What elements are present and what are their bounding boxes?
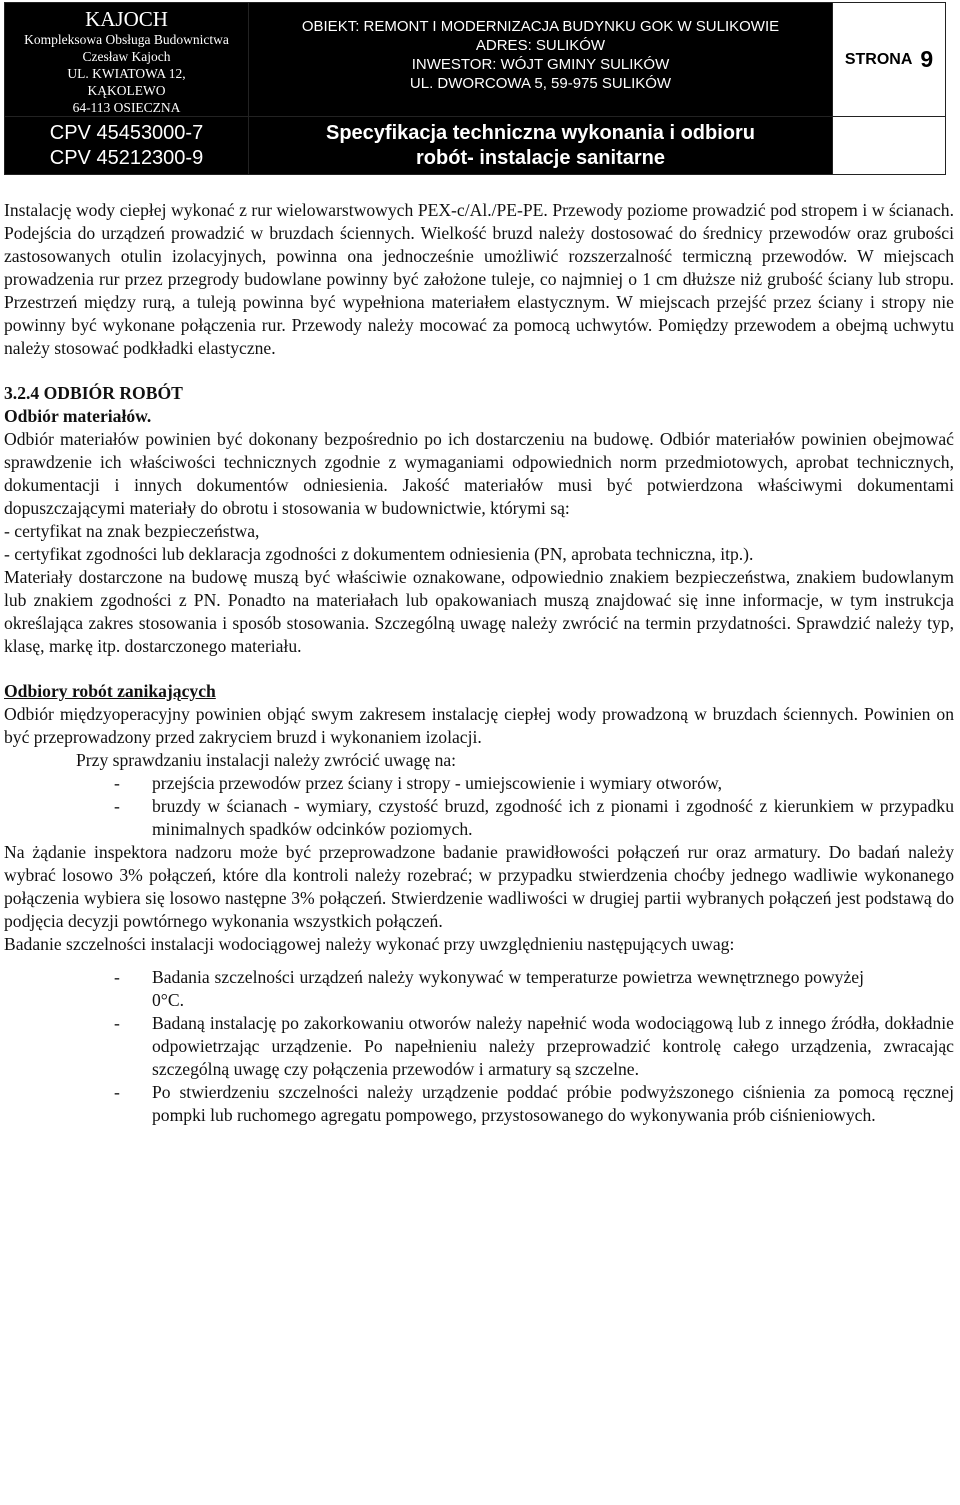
- document-title: Specyfikacja techniczna wykonania i odbioru: [325, 122, 755, 144]
- paragraph-check-intro: Przy sprawdzaniu instalacji należy zwrócić uwagę na:: [76, 750, 457, 770]
- paragraph-tightness-intro: Badanie szczelności instalacji wodociągowej należy wykonać przy uwzględnieniu następujących uwag:: [4, 934, 735, 954]
- section-heading: 3.2.4 ODBIÓR ROBÓT: [4, 383, 183, 403]
- company-block: [5, 3, 249, 117]
- object-investor-address: UL. DWORCOWA 5, 59-975 SULIKÓW: [409, 75, 672, 92]
- company-street: UL. KWIATOWA 12,: [67, 66, 186, 81]
- company-postcode: 64-113 OSIECZNA: [72, 100, 181, 115]
- spacer: [4, 360, 954, 382]
- list-item: - certyfikat zgodności lub deklaracja zgodności z dokumentem odniesienia (PN, aprobata techniczna, itp.).: [4, 544, 754, 564]
- paragraph-inspection: Na żądanie inspektora nadzoru może być przeprowadzone badanie prawidłowości połączeń rur oraz armatury. Do badań należy wybrać losowo 3% połączeń, które dla kontroli należy rozebrać; w przypadku stwierdzenia choćby jednego wadliwie wykonanego połączenia wybiera się losowo następne 3% połączeń. Stwierdzenie wadliwości w drugiej partii wybranych połączeń jest podstawą do podjęcia decyzji powtórnego wykonania wszystkich połączeń.: [4, 842, 954, 931]
- paragraph-hot-water: Instalację wody ciepłej wykonać z rur wielowarstwowych PEX-c/Al./PE-PE. Przewody poziome prowadzić pod stropem i w ścianach. Podejścia do urządzeń prowadzić w bruzdach ściennych. Wielkość bruzd należy dostosować do średnicy przewodów oraz grubości zastosowanych otulin izolacyjnych, powinna ona jednocześnie umożliwić rozszerzalność termiczną przewodów. W miejscach prowadzenia rur przez przegrody budowlane powinny być założone tuleje, co najmniej o 1 cm dłuższe niż grubość ściany lub stropu. Przestrzeń między rurą, a tuleją powinna być wypełniona materiałem elastycznym. W miejscach przejść przez ściany i stropy nie powinny być wykonane połączenia rur. Przewody należy mocować za pomocą uchwytów. Pomiędzy przewodem a obejmą uchwytu należy stosować podkładki elastyczne.: [4, 200, 954, 358]
- cpv-code: CPV 45453000-7: [49, 122, 204, 144]
- document-body: [4, 199, 954, 1127]
- blank-cell: [833, 117, 945, 174]
- list-item: [4, 772, 954, 795]
- dash-bullet: -: [114, 796, 120, 816]
- subsection-heading-hidden-works: Odbiory robót zanikających: [4, 681, 216, 701]
- object-block: [249, 3, 833, 117]
- paragraph-interoperation: Odbiór międzyoperacyjny powinien objąć swym zakresem instalację ciepłej wody prowadzoną w bruzdach ściennych. Powinien on być przeprowadzony przed zakryciem bruzd i wykonaniem izolacji.: [4, 704, 954, 747]
- dash-bullet: -: [114, 1013, 120, 1033]
- company-owner: Czesław Kajoch: [82, 49, 171, 64]
- spacer: [4, 956, 954, 966]
- cpv-block: [5, 117, 249, 174]
- paragraph-marking: Materiały dostarczone na budowę muszą być właściwie oznakowane, odpowiednio znakiem bezpieczeństwa, znakiem budowlanym lub znakiem zgodności z PN. Ponadto na materiałach lub opakowaniach muszą znajdować się inne informacje, w tym instrukcja określająca zakres stosowania i sposób stosowania. Szczególną uwagę należy zwrócić na termin przydatności. Sprawdzić należy typ, klasę, markę itp. dostarczonego materiału.: [4, 567, 954, 656]
- subsection-heading: Odbiór materiałów.: [4, 406, 152, 426]
- dash-bullet: -: [114, 773, 120, 793]
- list-item: [4, 966, 954, 1012]
- title-block: [249, 117, 833, 174]
- document-header: [4, 2, 946, 175]
- object-address: ADRES: SULIKÓW: [475, 37, 606, 54]
- list-item-text: Po stwierdzeniu szczelności należy urządzenie poddać próbie podwyższonego ciśnienia za pomocą ręcznej pompki lub ruchomego agregatu pompowego, przystosowanego do wykonywania prób ciśnieniowych.: [152, 1082, 954, 1125]
- document-subtitle: robót- instalacje sanitarne: [416, 147, 665, 169]
- list-item-text: przejścia przewodów przez ściany i stropy - umiejscowienie i wymiary otworów,: [152, 773, 722, 793]
- page-label: STRONA: [844, 50, 913, 68]
- dash-bullet: -: [114, 1082, 120, 1102]
- list-item: [4, 1081, 954, 1127]
- paragraph-materials: Odbiór materiałów powinien być dokonany bezpośrednio po ich dostarczeniu na budowę. Odbiór materiałów powinien obejmować sprawdzenie ich właściwości technicznych zgodnie z wymaganiami odpowiednich norm przedmiotowych, aprobat technicznych, dokumentacji i innych dokumentów odniesienia. Jakość materiałów musi być potwierdzona właściwymi dokumentami dopuszczającymi materiały do obrotu i stosowania w budownictwie, którymi są:: [4, 429, 954, 518]
- list-item: [4, 1012, 954, 1081]
- object-name: OBIEKT: REMONT I MODERNIZACJA BUDYNKU GOK W SULIKOWIE: [301, 18, 780, 35]
- list-item-text: Badania szczelności urządzeń należy wykonywać w temperaturze powietrza wewnętrznego powyżej 0°C.: [152, 967, 864, 1010]
- company-name: KAJOCH: [85, 7, 168, 31]
- dash-bullet: -: [114, 967, 120, 987]
- object-investor: INWESTOR: WÓJT GMINY SULIKÓW: [411, 56, 670, 73]
- spacer: [4, 658, 954, 680]
- page-number: 9: [920, 46, 934, 72]
- cpv-code: CPV 45212300-9: [49, 147, 204, 169]
- list-item: - certyfikat na znak bezpieczeństwa,: [4, 521, 260, 541]
- list-item-text: Badaną instalację po zakorkowaniu otworów należy napełnić woda wodociągową lub z innego źródła, dokładnie odpowietrzając urządzenie. Po napełnieniu należy przeprowadzić kontrolę całego urządzenia, zwracając szczególną uwagę czy połączenia przewodów i armatury są szczelne.: [152, 1013, 954, 1079]
- page-number-block: [833, 3, 945, 117]
- list-item-text: bruzdy w ścianach - wymiary, czystość bruzd, zgodność ich z pionami i zgodność z kierunkiem w przypadku minimalnych spadków odcinków poziomych.: [152, 796, 954, 839]
- company-line: Kompleksowa Obsługa Budownictwa: [24, 32, 229, 47]
- list-item: [4, 795, 954, 841]
- company-town: KĄKOLEWO: [87, 83, 166, 98]
